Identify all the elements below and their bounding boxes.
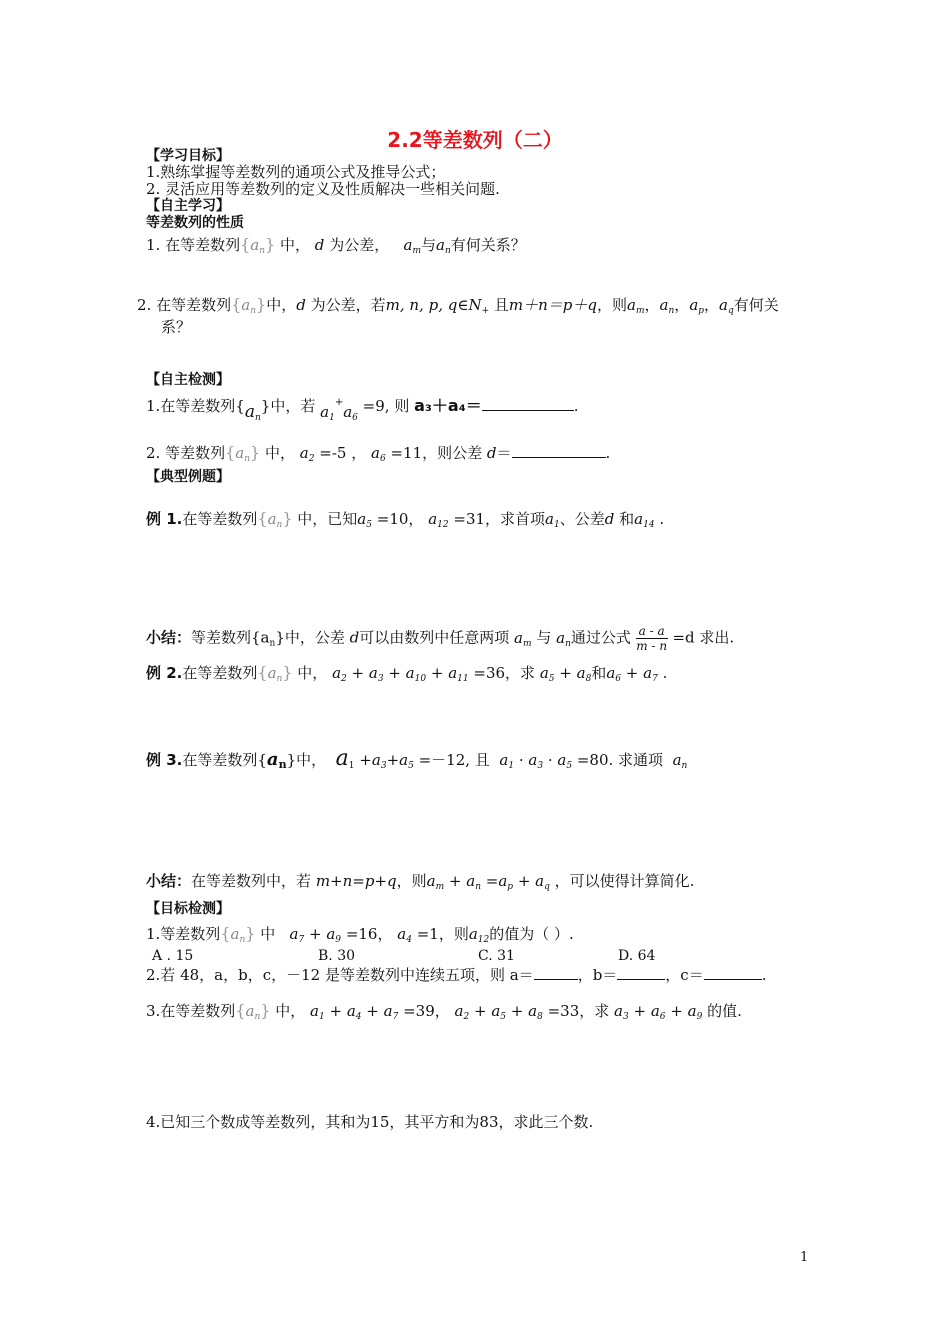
section-heading-self-check: 【自主检测】 [146, 372, 230, 388]
target-check-q4: 4.已知三个数成等差数列，其和为15，其平方和为83，求此三个数. [146, 1113, 594, 1131]
target-check-q2: 2.若 48，a，b，c，－12 是等差数列中连续五项，则 a＝ ，b＝ ，c＝ . [146, 966, 767, 984]
goal-item-1: 1.熟练掌握等差数列的通项公式及推导公式； [146, 163, 446, 181]
target-check-q1: 1.等差数列$\{a_n\}$ 中 $a_7 + a_9 =16$， $a_4 =1$，则$a_{12}$的值为（ ）. [146, 924, 574, 945]
goal-item-2: 2. 灵活应用等差数列的定义及性质解决一些相关问题. [146, 180, 500, 198]
page-title: 2.2等差数列（二） [387, 128, 563, 152]
self-study-q2-cont: 系？ [161, 318, 192, 336]
option-a: A . 15 [152, 948, 194, 964]
example-2: 例 2.在等差数列$\{a_n\}$ 中， $a_2 + a_3 + a_{10} + a_{11} =36$，求 $a_5 + a_8$和$a_6 + a_7$ . [146, 663, 668, 684]
section-heading-target-check: 【目标检测】 [146, 901, 230, 917]
page-number: 1 [800, 1250, 809, 1265]
target-check-q1-options [152, 947, 656, 965]
self-study-q1: 1. 在等差数列$\{a_n\}$ 中， d 为公差， $a_m$与$a_n$有何关系？ [146, 235, 526, 256]
option-d: D. 64 [618, 948, 656, 964]
summary-2: 小结：在等差数列中，若 m+n=p+q，则$a_m + a_n =a_p + a_q$ ，可以使得计算简化. [146, 872, 695, 892]
summary-1: 小结：等差数列$\{a_n\}$中，公差 d可以由数列中任意两项 $a_m$ 与 $a_n$通过公式 $\frac{a - a}{m - n}$ =d 求出. [146, 624, 735, 653]
example-1: 例 1.在等差数列$\{a_n\}$ 中，已知$a_5 =10$， $a_{12} =31$，求首项$a_1$、公差d 和$a_{14}$ . [146, 509, 665, 530]
self-check-q1: 1.在等差数列$\{a_n\}$中，若 $a_1^+a_6 =9$, 则 a₃＋a₄＝ . [146, 396, 579, 423]
option-b: B. 30 [318, 948, 356, 964]
target-check-q3: 3.在等差数列$\{a_n\}$ 中， $a_1 + a_4 + a_7 =39$， $a_2 + a_5 + a_8 =33$，求 $a_3 + a_6 + a_9$ 的值. [146, 1001, 742, 1022]
example-3: 例 3.在等差数列$\{a_n\}$中， $a_1 +a_3+a_5 =-12$, 且 $a_1 \cdot a_3 \cdot a_5 =80$. 求通项 $a_n$ [146, 746, 688, 771]
difference-formula-fraction: $\frac{a - a}{m - n}$ [636, 624, 668, 653]
section-heading-self-study: 【自主学习】 [146, 198, 230, 214]
section-heading-goals: 【学习目标】 [146, 148, 230, 164]
subheading-properties: 等差数列的性质 [146, 215, 244, 231]
self-check-q2: 2. 等差数列$\{a_n\}$ 中， $a_2 =-5$ ， $a_6 =11$，则公差 d＝ . [146, 443, 611, 464]
section-heading-examples: 【典型例题】 [146, 469, 230, 485]
option-c: C. 31 [478, 948, 515, 964]
self-study-q2: 2. 在等差数列$\{a_n\}$中，d 为公差，若m, n, p, $q\in N_+$ 且m＋n＝p＋q，则$a_m$，$a_n$，$a_p$，$a_q$有何关 [137, 295, 779, 316]
